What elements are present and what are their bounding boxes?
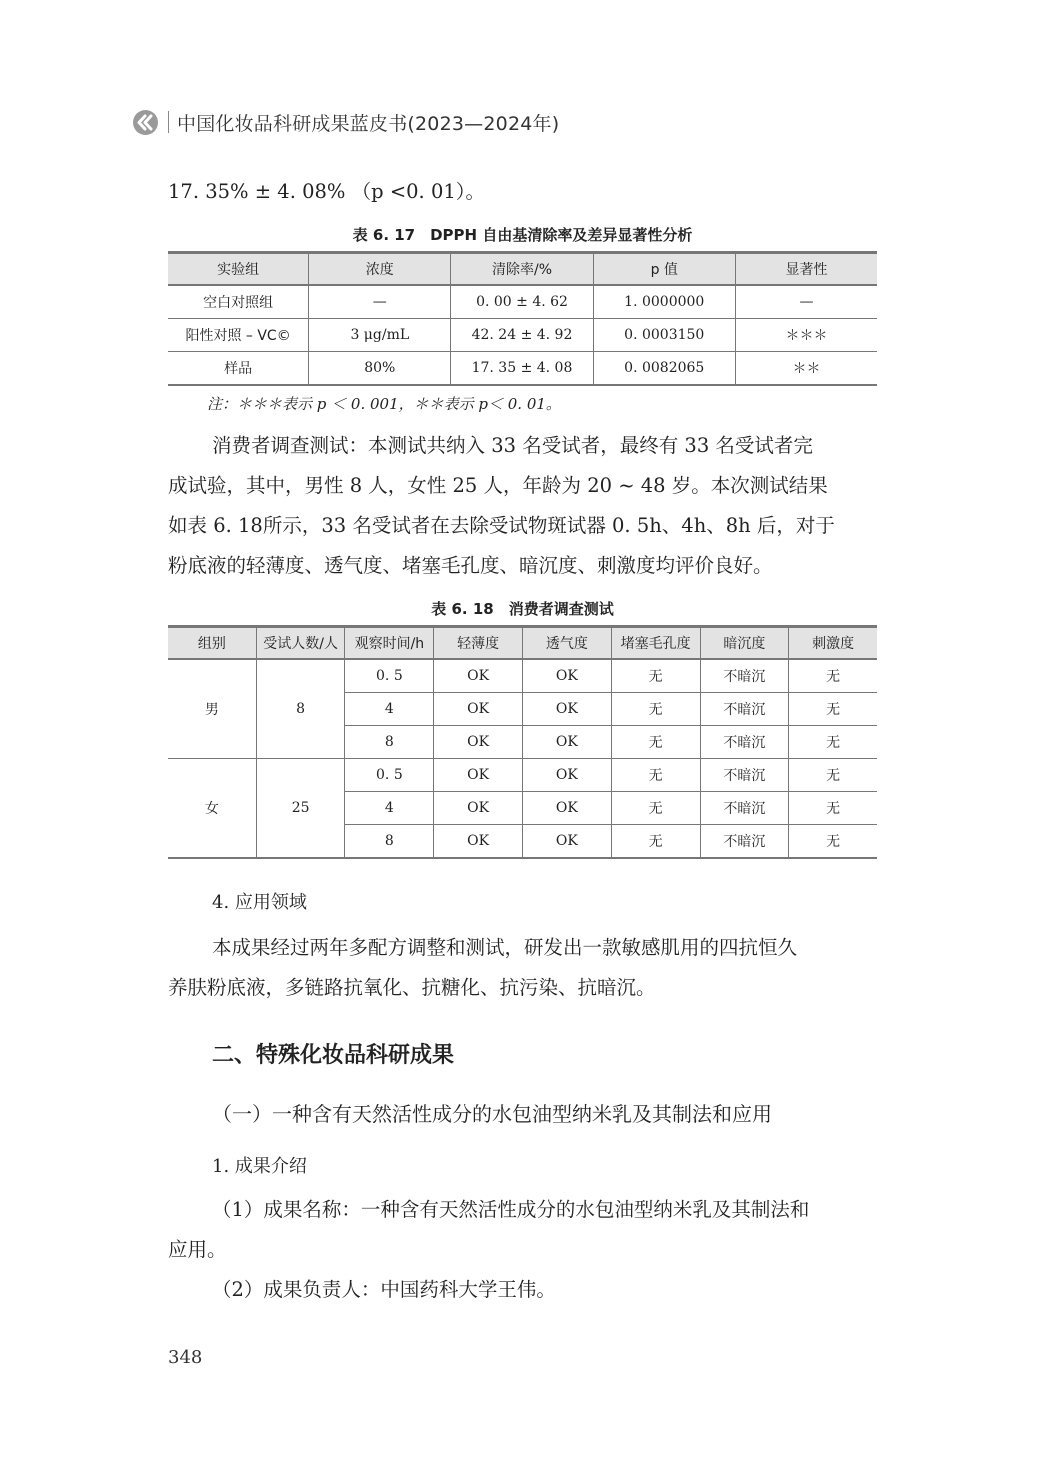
table-cell: 无 (611, 659, 700, 693)
column-header: 透气度 (523, 627, 612, 660)
table-cell: 8 (345, 825, 434, 859)
table-cell: 4 (345, 693, 434, 726)
table-6-17-caption: 表 6. 17 DPPH 自由基清除率及差异显著性分析 (352, 226, 693, 244)
table-cell: OK (523, 693, 612, 726)
section-heading-special-cosmetics: 二、特殊化妆品科研成果 (212, 1043, 455, 1068)
table-cell: 无 (611, 759, 700, 792)
table-header-row (168, 253, 877, 286)
column-header: 轻薄度 (434, 627, 523, 660)
table-row (168, 352, 877, 386)
application-paragraph (168, 928, 880, 1008)
table-cell: 3 μg/mL (309, 319, 451, 352)
table-cell: 无 (789, 792, 877, 825)
table-row (168, 659, 877, 693)
paragraph-line: 粉底液的轻薄度、透气度、堵塞毛孔度、暗沉度、刺激度均评价良好。 (168, 554, 773, 577)
table-cell: ＊＊＊ (735, 319, 877, 352)
table-row (168, 319, 877, 352)
table-cell: 0. 00 ± 4. 62 (451, 285, 593, 319)
table-cell: 空白对照组 (168, 285, 309, 319)
table-cell: OK (523, 659, 612, 693)
book-title: 中国化妆品科研成果蓝皮书(2023—2024年) (177, 112, 560, 135)
table-cell: 无 (611, 792, 700, 825)
column-header: 受试人数/人 (256, 627, 345, 660)
table-header-row (168, 627, 877, 660)
column-header: 清除率/% (451, 253, 593, 286)
result-intro-paragraph (168, 1190, 880, 1310)
table-cell: 无 (789, 759, 877, 792)
table-cell: OK (434, 693, 523, 726)
table-cell: 0. 0003150 (593, 319, 735, 352)
table-cell: 17. 35 ± 4. 08 (451, 352, 593, 386)
table-cell: OK (523, 825, 612, 859)
table-cell: 无 (789, 726, 877, 759)
table-cell: 样品 (168, 352, 309, 386)
table-cell: 1. 0000000 (593, 285, 735, 319)
table-cell: OK (434, 792, 523, 825)
paragraph-line: 消费者调查测试：本测试共纳入 33 名受试者，最终有 33 名受试者完 (212, 434, 813, 457)
count-cell: 8 (256, 659, 345, 759)
table-cell: 80% (309, 352, 451, 386)
table-cell: 不暗沉 (700, 759, 789, 792)
table-row (168, 759, 877, 792)
table-6-17 (168, 251, 877, 386)
subsection-heading: （一）一种含有天然活性成分的水包油型纳米乳及其制法和应用 (212, 1102, 772, 1126)
section-heading-application: 4. 应用领域 (212, 892, 307, 913)
table-cell: OK (523, 792, 612, 825)
table-cell: — (309, 285, 451, 319)
page-number: 348 (168, 1347, 203, 1368)
group-cell: 女 (168, 759, 256, 859)
consumer-test-paragraph (168, 426, 880, 586)
paragraph-line: 如表 6. 18所示，33 名受试者在去除受试物斑试器 0. 5h、4h、8h 后，对于 (168, 514, 835, 537)
table-cell: 0. 5 (345, 759, 434, 792)
table-6-18-caption: 表 6. 18 消费者调查测试 (431, 600, 614, 618)
table-cell: ＊＊ (735, 352, 877, 386)
table-cell: 无 (789, 825, 877, 859)
paragraph-line: 应用。 (168, 1238, 227, 1261)
table-cell: 0. 0082065 (593, 352, 735, 386)
column-header: 观察时间/h (345, 627, 434, 660)
table-cell: 无 (611, 726, 700, 759)
table-cell: OK (434, 825, 523, 859)
table-cell: OK (434, 659, 523, 693)
table-cell: OK (523, 726, 612, 759)
column-header: 堵塞毛孔度 (611, 627, 700, 660)
group-cell: 男 (168, 659, 256, 759)
table-cell: 不暗沉 (700, 792, 789, 825)
paragraph-line: 养肤粉底液，多链路抗氧化、抗糖化、抗污染、抗暗沉。 (168, 976, 656, 999)
table-cell: 不暗沉 (700, 825, 789, 859)
table-6-17-note: 注：＊＊＊表示 p ＜ 0. 001，＊＊表示 p＜ 0. 01。 (207, 395, 561, 413)
table-cell: 阳性对照 – VC© (168, 319, 309, 352)
table-cell: 不暗沉 (700, 659, 789, 693)
paragraph-line: 成试验，其中，男性 8 人，女性 25 人，年龄为 20 ~ 48 岁。本次测试结果 (168, 474, 828, 497)
column-header: 实验组 (168, 253, 309, 286)
table-cell: — (735, 285, 877, 319)
table-cell: 不暗沉 (700, 693, 789, 726)
double-chevron-left-icon (133, 110, 158, 135)
table-cell: 无 (611, 825, 700, 859)
table-cell: OK (434, 759, 523, 792)
column-header: 暗沉度 (700, 627, 789, 660)
running-header (133, 108, 559, 136)
column-header: 浓度 (309, 253, 451, 286)
table-cell: 4 (345, 792, 434, 825)
table-cell: 无 (611, 693, 700, 726)
column-header: p 值 (593, 253, 735, 286)
column-header: 组别 (168, 627, 256, 660)
table-row (168, 285, 877, 319)
table-cell: OK (434, 726, 523, 759)
intro-line: 17. 35% ± 4. 08% （p <0. 01）。 (168, 180, 486, 203)
table-6-18 (168, 625, 877, 859)
paragraph-line: （1）成果名称：一种含有天然活性成分的水包油型纳米乳及其制法和 (212, 1198, 810, 1221)
paragraph-line: 本成果经过两年多配方调整和测试，研发出一款敏感肌用的四抗恒久 (212, 936, 798, 959)
table-cell: 无 (789, 659, 877, 693)
column-header: 显著性 (735, 253, 877, 286)
item-heading: 1. 成果介绍 (212, 1156, 307, 1177)
table-cell: 42. 24 ± 4. 92 (451, 319, 593, 352)
paragraph-line: （2）成果负责人：中国药科大学王伟。 (212, 1278, 556, 1301)
table-cell: OK (523, 759, 612, 792)
table-cell: 0. 5 (345, 659, 434, 693)
table-cell: 不暗沉 (700, 726, 789, 759)
count-cell: 25 (256, 759, 345, 859)
table-cell: 8 (345, 726, 434, 759)
table-cell: 无 (789, 693, 877, 726)
header-divider (168, 111, 169, 133)
column-header: 刺激度 (789, 627, 877, 660)
